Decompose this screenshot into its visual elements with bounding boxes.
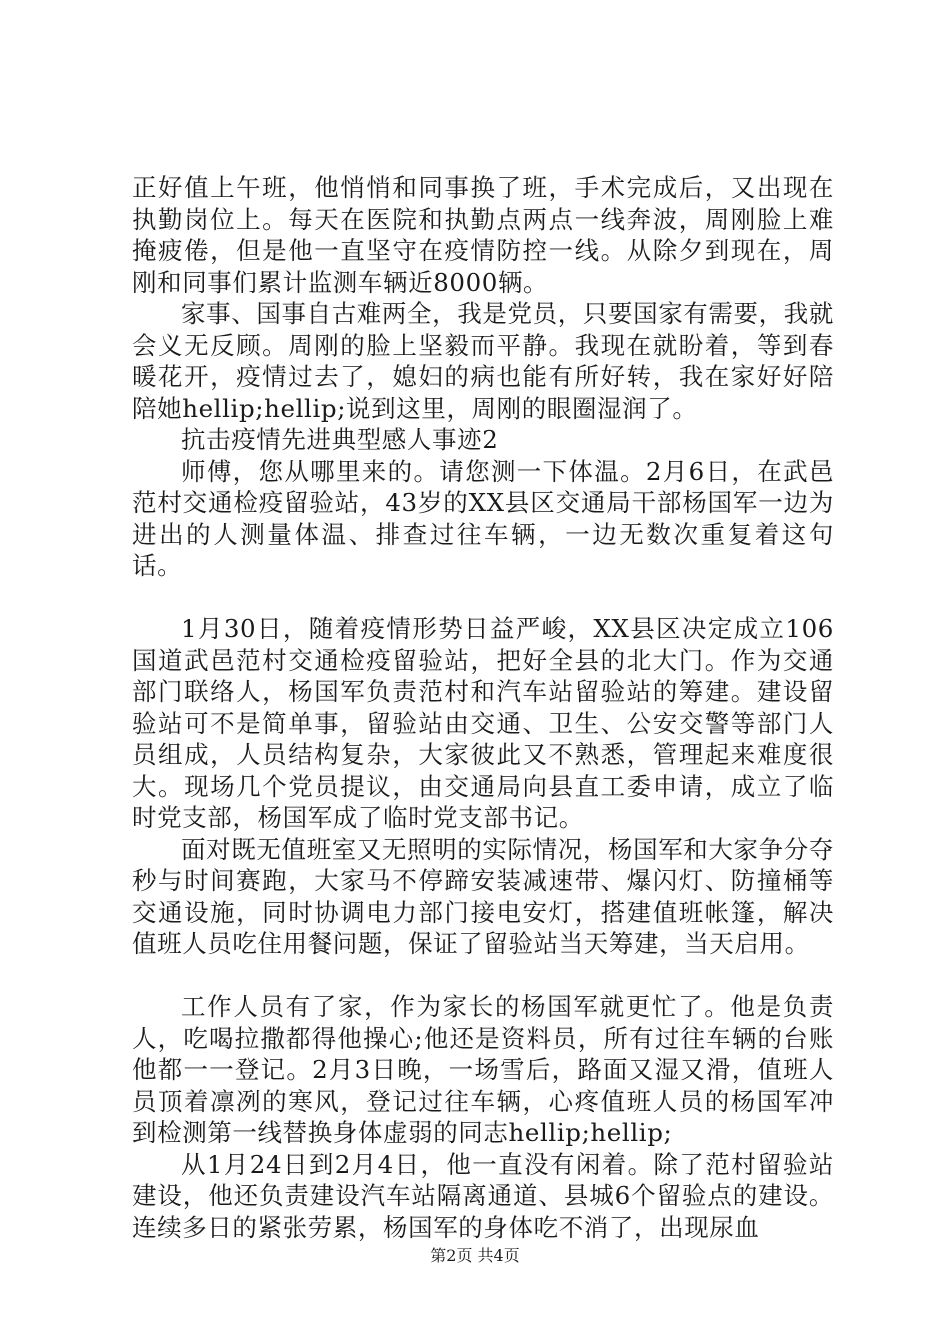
page-footer: 第2页 共4页 xyxy=(430,1246,520,1265)
paragraph-7: 从1月24日到2月4日，他一直没有闲着。除了范村留验站建设，他还负责建设汽车站隔离通道、县城6个留验点的建设。连续多日的紧张劳累，杨国军的身体吃不消了，出现尿血 xyxy=(132,1149,834,1242)
paragraph-6: 工作人员有了家，作为家长的杨国军就更忙了。他是负责人，吃喝拉撒都得他操心;他还是资料员，所有过往车辆的台账他都一一登记。2月3日晚，一场雪后，路面又湿又滑，值班人员顶着凛冽的寒风，登记过往车辆，心疼值班人员的杨国军冲到检测第一线替换身体虚弱的同志hellip;hellip; xyxy=(132,992,834,1147)
paragraph-3: 师傅，您从哪里来的。请您测一下体温。2月6日，在武邑范村交通检疫留验站，43岁的XX县区交通局干部杨国军一边为进出的人测量体温、排查过往车辆，一边无数次重复着这句话。 xyxy=(132,456,834,580)
document-body xyxy=(132,172,834,1243)
paragraph-5: 面对既无值班室又无照明的实际情况，杨国军和大家争分夺秒与时间赛跑，大家马不停蹄安装减速带、爆闪灯、防撞桶等交通设施，同时协调电力部门接电安灯，搭建值班帐篷，解决值班人员吃住用餐问题，保证了留验站当天筹建，当天启用。 xyxy=(132,834,834,958)
paragraph-1: 正好值上午班，他悄悄和同事换了班，手术完成后，又出现在执勤岗位上。每天在医院和执勤点两点一线奔波，周刚脸上难掩疲倦，但是他一直坚守在疫情防控一线。从除夕到现在，周刚和同事们累计监测车辆近8000辆。 xyxy=(132,173,834,297)
paragraph-2: 家事、国事自古难两全，我是党员，只要国家有需要，我就会义无反顾。周刚的脸上坚毅而平静。我现在就盼着，等到春暖花开，疫情过去了，媳妇的病也能有所好转，我在家好好陪陪她hellip;hellip;说到这里，周刚的眼圈湿润了。 xyxy=(132,299,834,423)
paragraph-4: 1月30日，随着疫情形势日益严峻，XX县区决定成立106国道武邑范村交通检疫留验站，把好全县的北大门。作为交通部门联络人，杨国军负责范村和汽车站留验站的筹建。建设留验站可不是简单事，留验站由交通、卫生、公安交警等部门人员组成，人员结构复杂，大家彼此又不熟悉，管理起来难度很大。现场几个党员提议，由交通局向县直工委申请，成立了临时党支部，杨国军成了临时党支部书记。 xyxy=(132,614,834,832)
section-heading: 抗击疫情先进典型感人事迹2 xyxy=(181,425,499,454)
